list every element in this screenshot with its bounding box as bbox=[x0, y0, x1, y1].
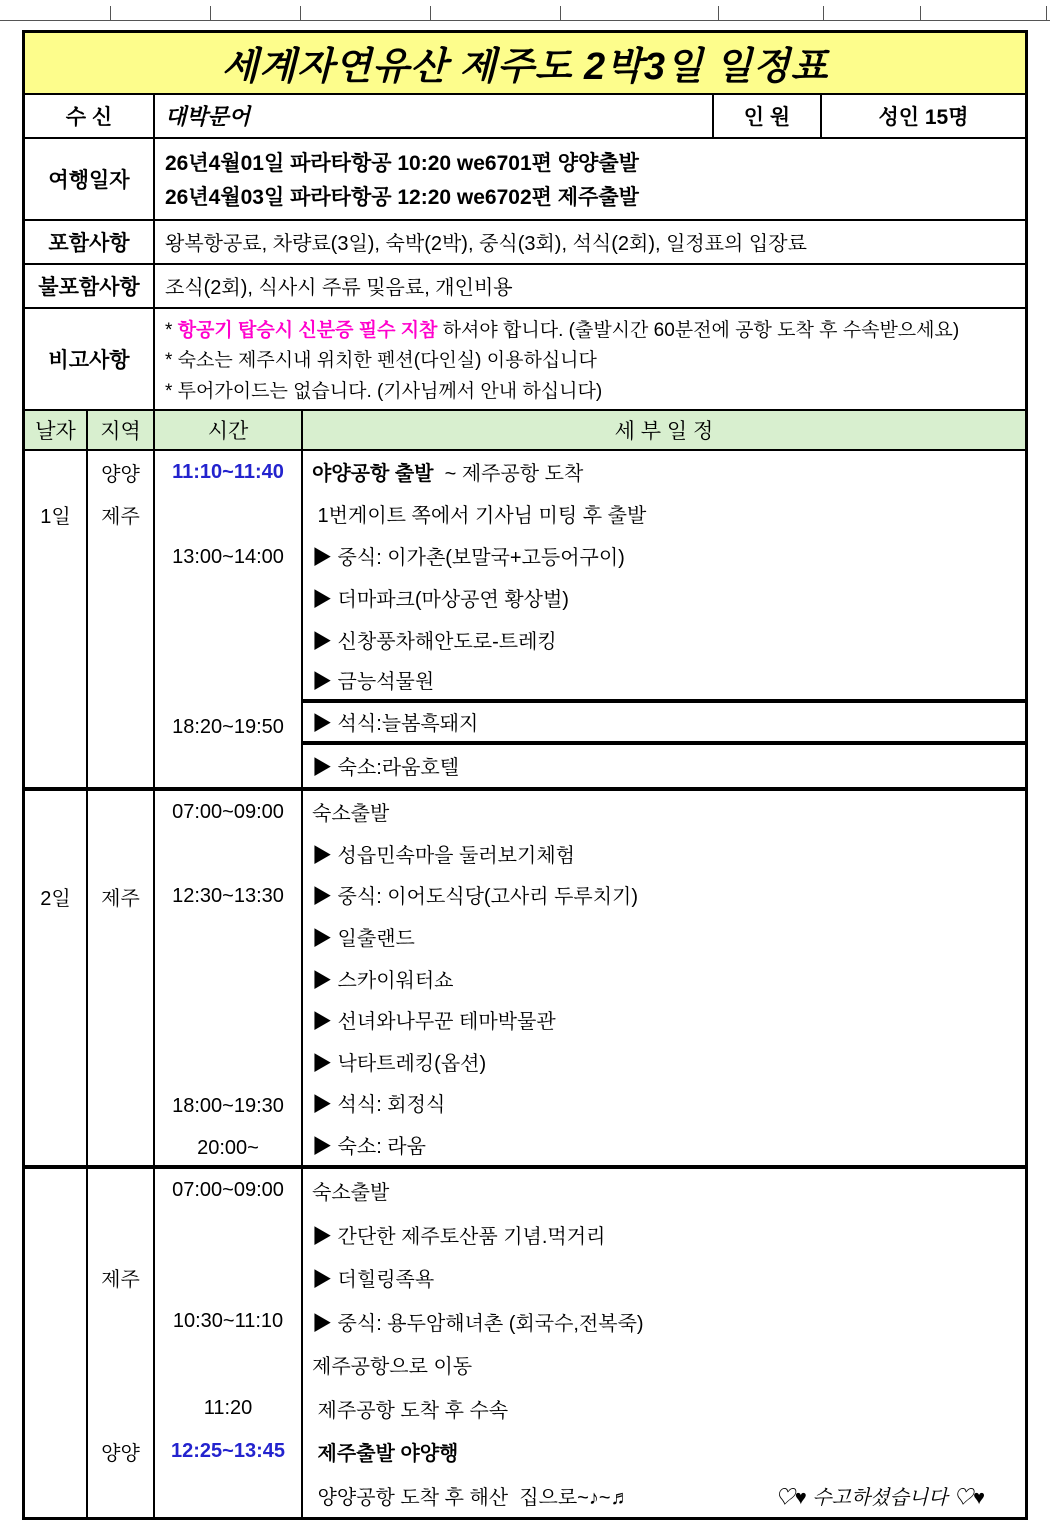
schedule-item-farewell: 양양공항 도착 후 해산 집으로~♪~♬ ♡♥ 수고하셨습니다 ♡♥ bbox=[303, 1474, 1025, 1518]
page-title: 세계자연유산 제주도 2박3일 일정표 bbox=[25, 33, 1025, 95]
schedule-item: ▶ 간단한 제주토산품 기념.먹거리 bbox=[312, 1225, 606, 1248]
recipient-label: 수 신 bbox=[25, 95, 155, 137]
day-1-time-dinner: 18:20~19:50 bbox=[172, 715, 284, 738]
itinerary-sheet bbox=[22, 30, 1028, 1520]
day-1-time-col bbox=[155, 451, 303, 787]
day-2-region-col bbox=[88, 791, 155, 1165]
header-day: 날자 bbox=[25, 411, 88, 449]
day-2-day-col bbox=[25, 791, 88, 1165]
gridline-stub bbox=[823, 6, 824, 21]
gridline-stub bbox=[1046, 6, 1047, 21]
schedule-item: ▶ 중식: 이가촌(보말국+고등어구이) bbox=[312, 547, 625, 570]
schedule-item: ▶ 석식: 회정식 bbox=[312, 1094, 446, 1117]
day-2-label: 2일 bbox=[40, 887, 71, 910]
included-row bbox=[25, 221, 1025, 265]
travel-dates-row bbox=[25, 139, 1025, 222]
day-1-label: 1일 bbox=[40, 506, 71, 529]
day-2-time-dinner: 18:00~19:30 bbox=[172, 1094, 284, 1117]
recipient-row bbox=[25, 95, 1025, 139]
recipient-value: 대박문어 bbox=[165, 104, 251, 130]
gridline-stub bbox=[718, 6, 719, 21]
schedule-item: ▶ 선녀와나무꾼 테마박물관 bbox=[312, 1011, 556, 1034]
remarks-row bbox=[25, 309, 1025, 412]
day-2-time-col bbox=[155, 791, 303, 1165]
headcount-value: 성인 15명 bbox=[820, 95, 1025, 137]
schedule-item: ▶ 더힐링족욕 bbox=[312, 1269, 435, 1292]
excluded-row bbox=[25, 265, 1025, 309]
remark-lodging: * 숙소는 제주시내 위치한 펜션(다인실) 이용하십니다 bbox=[165, 350, 597, 372]
excluded-label: 불포함사항 bbox=[25, 265, 155, 307]
outbound-flight: 26년4월01일 파라타항공 10:20 we6701편 양양출발 bbox=[165, 151, 639, 175]
gridline-stub bbox=[300, 6, 301, 21]
day-3-region-jeju: 제주 bbox=[101, 1269, 140, 1292]
schedule-item: ▶ 숙소:라움호텔 bbox=[312, 757, 460, 780]
day-3-block bbox=[25, 1169, 1025, 1517]
schedule-item: ▶ 숙소: 라움 bbox=[312, 1135, 426, 1158]
schedule-item: ▶ 낙타트레킹(옵션) bbox=[312, 1052, 487, 1075]
schedule-item: ▶ 더마파크(마상공연 황상벌) bbox=[312, 589, 569, 612]
day-1-region-jeju: 제주 bbox=[101, 506, 140, 529]
day-2-time-lunch: 12:30~13:30 bbox=[172, 884, 284, 907]
day-3-time-depart: 07:00~09:00 bbox=[172, 1179, 284, 1202]
gridline-stub bbox=[560, 6, 561, 21]
gridline-stub bbox=[210, 6, 211, 21]
day-3-time-flight: 12:25~13:45 bbox=[171, 1440, 285, 1463]
schedule-item: ▶ 스카이워터쇼 bbox=[312, 969, 454, 992]
thanks-note: ♡♥ 수고하셨습니다 ♡♥ bbox=[774, 1486, 985, 1509]
day-1-time-lunch: 13:00~14:00 bbox=[172, 545, 284, 568]
schedule-item: ▶ 금능석물원 bbox=[303, 661, 1025, 703]
travel-dates-label: 여행일자 bbox=[25, 139, 155, 220]
day-2-region-jeju: 제주 bbox=[101, 887, 140, 910]
header-region: 지역 bbox=[88, 411, 155, 449]
return-flight: 26년4월03일 파라타항공 12:20 we6702편 제주출발 bbox=[165, 185, 639, 209]
day-1-region-yangyang: 양양 bbox=[101, 463, 140, 486]
day-1-region-col bbox=[88, 451, 155, 787]
day-1-day-col bbox=[25, 451, 88, 787]
schedule-item: 야양공항 출발 ~ 제주공항 도착 bbox=[312, 463, 584, 486]
day-1-detail-col bbox=[303, 451, 1025, 787]
remark-id-required: * 항공기 탑승시 신분증 필수 지참 하셔야 합니다. (출발시간 60분전에 공항 도착 후 수속받으세요) bbox=[165, 320, 960, 342]
remarks-label: 비고사항 bbox=[25, 309, 155, 410]
id-required-highlight: 항공기 탑승시 신분증 필수 지참 bbox=[177, 320, 438, 342]
header-detail: 세 부 일 정 bbox=[614, 420, 714, 444]
headcount-label: 인 원 bbox=[712, 95, 820, 137]
schedule-item: 제주공항으로 이동 bbox=[312, 1356, 473, 1379]
day-3-region-col bbox=[88, 1169, 155, 1517]
schedule-item: ▶ 석식:늘봄흑돼지 bbox=[303, 703, 1025, 745]
schedule-item: 숙소출발 bbox=[312, 803, 390, 826]
day-1-time-flight: 11:10~11:40 bbox=[172, 460, 284, 483]
day-3-time-col bbox=[155, 1169, 303, 1517]
day-2-time-lodging: 20:00~ bbox=[197, 1136, 259, 1159]
schedule-item: ▶ 성읍민속마을 둘러보기체험 bbox=[312, 844, 575, 867]
schedule-header-row bbox=[25, 411, 1025, 451]
day-3-region-yangyang: 양양 bbox=[101, 1443, 140, 1466]
day-3-detail-col bbox=[303, 1169, 1025, 1517]
schedule-item: 제주출발 야양행 bbox=[312, 1443, 459, 1466]
schedule-item: 제주공항 도착 후 수속 bbox=[312, 1399, 509, 1422]
header-time: 시간 bbox=[155, 411, 303, 449]
remark-no-guide: * 투어가이드는 없습니다. (기사님께서 안내 하십니다) bbox=[165, 380, 603, 402]
top-gridline-artifact bbox=[0, 20, 1050, 21]
schedule-item: ▶ 중식: 용두암해녀촌 (회국수,전복죽) bbox=[312, 1312, 644, 1335]
day-2-time-depart: 07:00~09:00 bbox=[172, 800, 284, 823]
day-1-block bbox=[25, 451, 1025, 791]
remarks-value bbox=[155, 309, 1025, 410]
schedule-item: 1번게이트 쪽에서 기사님 미팅 후 출발 bbox=[312, 505, 647, 528]
day-2-detail-col bbox=[303, 791, 1025, 1165]
excluded-value: 조식(2회), 식사시 주류 및음료, 개인비용 bbox=[165, 277, 513, 300]
gridline-stub bbox=[110, 6, 111, 21]
schedule-item: ▶ 신창풍차해안도로-트레킹 bbox=[312, 631, 557, 654]
schedule-item: 숙소출발 bbox=[312, 1182, 390, 1205]
gridline-stub bbox=[920, 6, 921, 21]
day-3-time-lunch: 10:30~11:10 bbox=[172, 1309, 284, 1332]
day-3-day-col bbox=[25, 1169, 88, 1517]
schedule-item: ▶ 일출랜드 bbox=[312, 927, 415, 950]
gridline-stub bbox=[430, 6, 431, 21]
travel-dates-value bbox=[155, 139, 1025, 220]
included-value: 왕복항공료, 차량료(3일), 숙박(2박), 중식(3회), 석식(2회), 일정표의 입장료 bbox=[165, 233, 807, 256]
day-3-time-airport: 11:20 bbox=[203, 1396, 253, 1419]
day-2-block bbox=[25, 791, 1025, 1169]
included-label: 포함사항 bbox=[25, 221, 155, 263]
schedule-item: ▶ 중식: 이어도식당(고사리 두루치기) bbox=[312, 886, 639, 909]
